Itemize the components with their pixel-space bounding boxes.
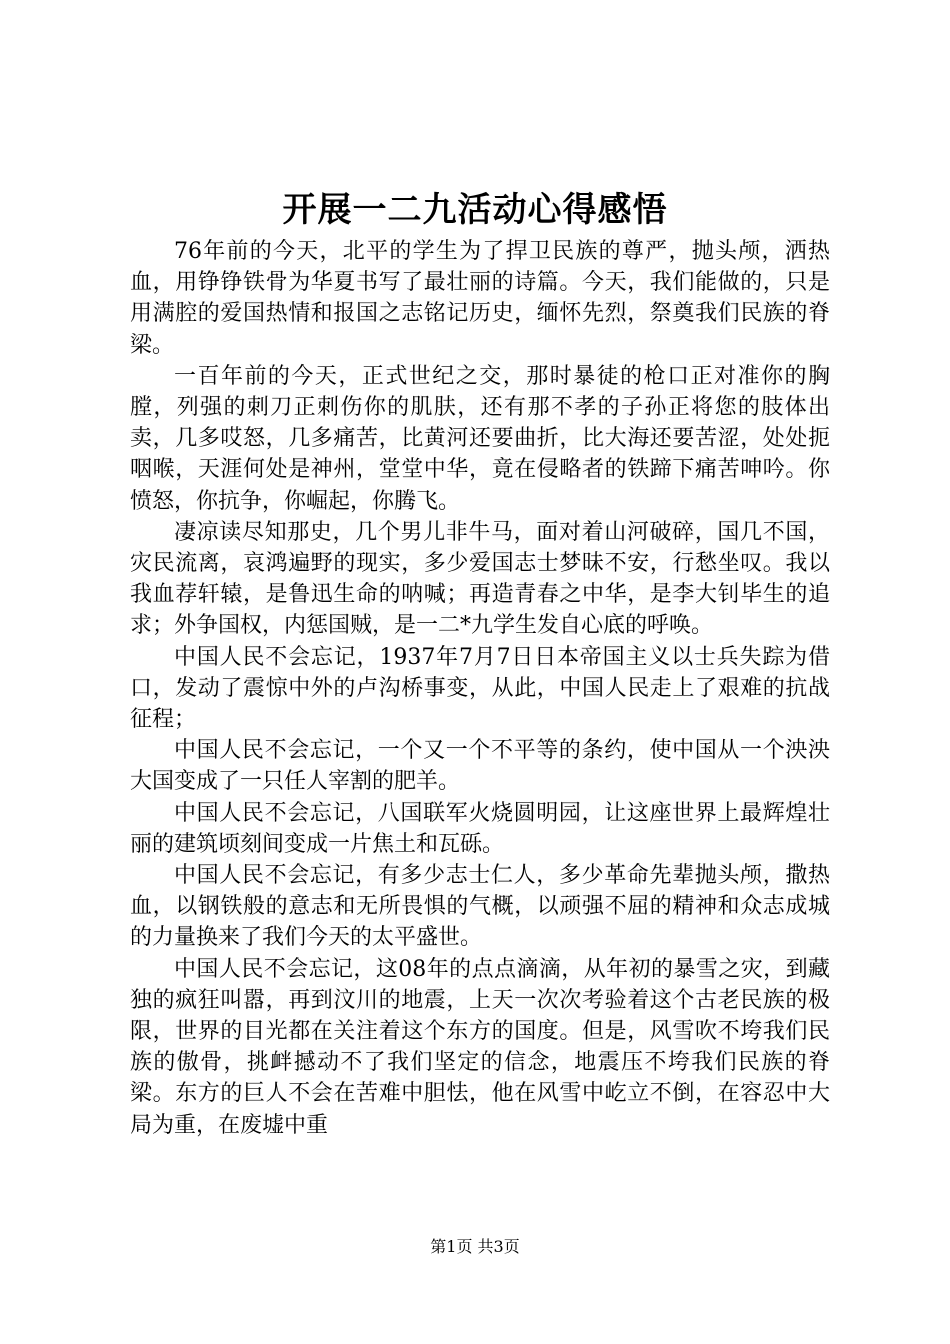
document-title: 开展一二九活动心得感悟 — [282, 190, 668, 230]
paragraph-1: 76年前的今天，北平的学生为了捍卫民族的尊严，抛头颅，洒热血，用铮铮铁骨为华夏书写了最壮丽的诗篇。今天，我们能做的，只是用满腔的爱国热情和报国之志铭记历史，缅怀先烈，祭奠我们民族的脊梁。 — [130, 239, 830, 358]
paragraph-2: 一百年前的今天，正式世纪之交，那时暴徒的枪口正对准你的胸膛，列强的刺刀正刺伤你的肌肤，还有那不孝的子孙正将您的肢体出卖，几多哎怒，几多痛苦，比黄河还要曲折，比大海还要苦涩，处处扼咽喉，天涯何处是神州，堂堂中华，竟在侵略者的铁蹄下痛苦呻吟。你愤怒，你抗争，你崛起，你腾飞。 — [130, 363, 830, 514]
paragraph-8: 中国人民不会忘记，这08年的点点滴滴，从年初的暴雪之灾，到藏独的疯狂叫嚣，再到汶川的地震，上天一次次考验着这个古老民族的极限，世界的目光都在关注着这个东方的国度。但是，风雪吹不垮我们民族的傲骨，挑衅撼动不了我们坚定的信念，地震压不垮我们民族的脊梁。东方的巨人不会在苦难中胆怯，他在风雪中屹立不倒，在容忍中大局为重，在废墟中重 — [130, 956, 830, 1138]
page-footer: 第1页 共3页 — [430, 1237, 520, 1256]
paragraph-7: 中国人民不会忘记，有多少志士仁人，多少革命先辈抛头颅，撒热血，以钢铁般的意志和无所畏惧的气概，以顽强不屈的精神和众志成城的力量换来了我们今天的太平盛世。 — [130, 863, 830, 951]
paragraph-4: 中国人民不会忘记，1937年7月7日日本帝国主义以士兵失踪为借口，发动了震惊中外的卢沟桥事变，从此，中国人民走上了艰难的抗战征程； — [130, 644, 830, 733]
paragraph-5: 中国人民不会忘记，一个又一个不平等的条约，使中国从一个泱泱大国变成了一只任人宰割的肥羊。 — [130, 738, 830, 795]
paragraph-3: 凄凉读尽知那史，几个男儿非牛马，面对着山河破碎，国几不国，灾民流离，哀鸿遍野的现实，多少爱国志士梦昧不安，行愁坐叹。我以我血荐轩辕，是鲁迅生命的呐喊；再造青春之中华，是李大钊毕生的追求；外争国权，内惩国贼，是一二*九学生发自心底的呼唤。 — [130, 519, 830, 639]
document-body — [130, 236, 830, 1141]
paragraph-6: 中国人民不会忘记，八国联军火烧圆明园，让这座世界上最辉煌壮丽的建筑顷刻间变成一片焦土和瓦砾。 — [130, 800, 830, 857]
